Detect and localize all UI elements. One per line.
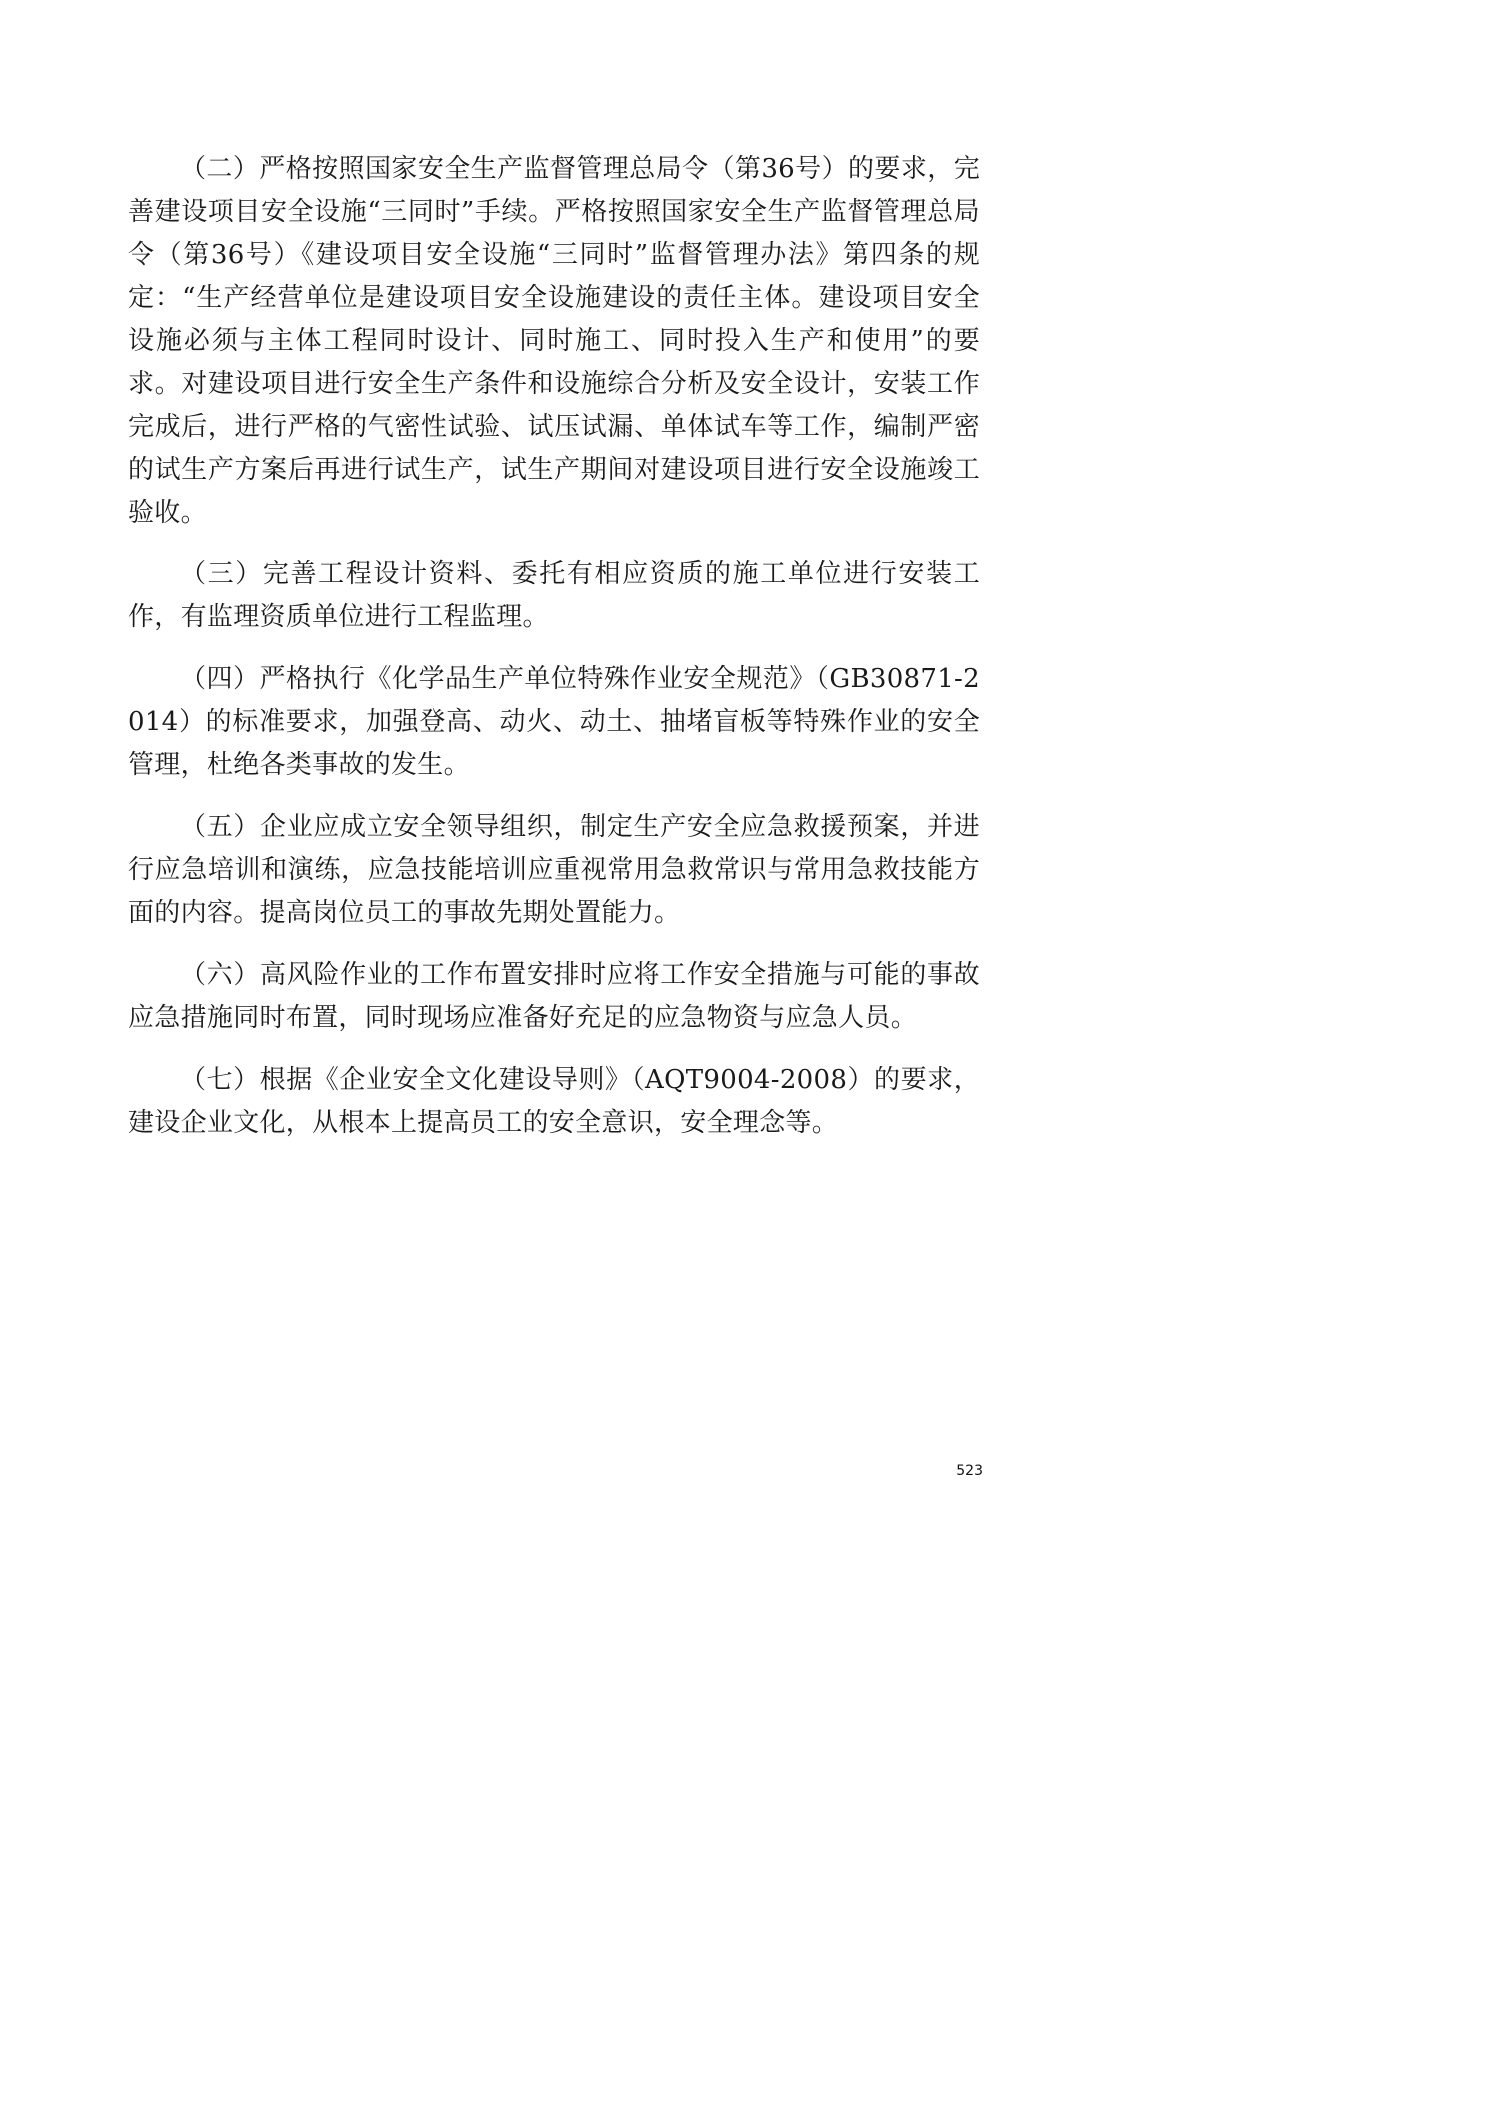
paragraph-item-7: （七）根据《企业安全文化建设导则》（AQT9004-2008）的要求，建设企业文化，从根本上提高员工的安全意识，安全理念等。: [128, 1065, 980, 1138]
paragraph-item-5: （五）企业应成立安全领导组织，制定生产安全应急救援预案，并进行应急培训和演练，应急技能培训应重视常用急救常识与常用急救技能方面的内容。提高岗位员工的事故先期处置能力。: [128, 812, 980, 928]
paragraph-item-2: （二）严格按照国家安全生产监督管理总局令（第36号）的要求，完善建设项目安全设施“三同时”手续。严格按照国家安全生产监督管理总局令（第36号）《建设项目安全设施“三同时”监督管理办法》第四条的规定：“生产经营单位是建设项目安全设施建设的责任主体。建设项目安全设施必须与主体工程同时设计、同时施工、同时投入生产和使用”的要求。对建设项目进行安全生产条件和设施综合分析及安全设计，安装工作完成后，进行严格的气密性试验、试压试漏、单体试车等工作，编制严密的试生产方案后再进行试生产，试生产期间对建设项目进行安全设施竣工验收。: [128, 154, 980, 528]
document-body: [128, 148, 980, 1164]
paragraph-item-4: （四）严格执行《化学品生产单位特殊作业安全规范》（GB30871-2014）的标准要求，加强登高、动火、动土、抽堵盲板等特殊作业的安全管理，杜绝各类事故的发生。: [128, 664, 980, 780]
paragraph-item-6: （六）高风险作业的工作布置安排时应将工作安全措施与可能的事故应急措施同时布置，同时现场应准备好充足的应急物资与应急人员。: [128, 960, 980, 1033]
paragraph-item-3: （三）完善工程设计资料、委托有相应资质的施工单位进行安装工作，有监理资质单位进行工程监理。: [128, 559, 980, 632]
page-number: 523: [956, 1463, 983, 1479]
